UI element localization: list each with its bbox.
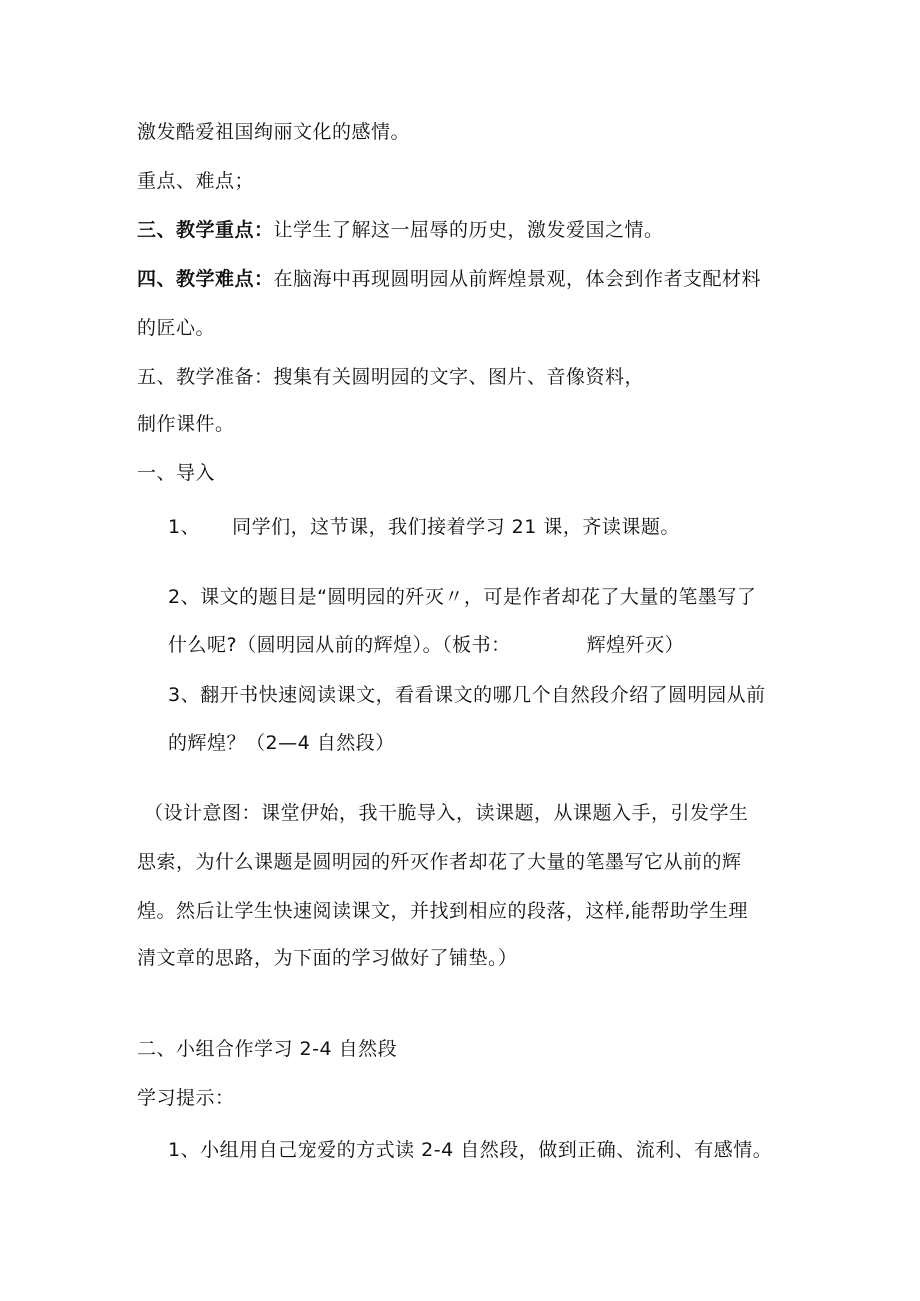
design-intent-line-1: （设计意图：课堂伊始，我干脆导入，读课题，从课题入手，引发学生 [144, 802, 749, 824]
text-line-2: 重点、难点； [137, 170, 255, 192]
text-line-13: 的辉煌？（2—4 自然段） [168, 732, 395, 754]
text-line-7: 制作课件。 [137, 413, 235, 435]
text-line-10: 2、课文的题目是“圆明园的歼灭〃，可是作者却花了大量的笔墨写了 [168, 586, 757, 608]
teaching-focus-text: 让学生了解这一屈辱的历史，激发爱国之情。 [273, 219, 664, 241]
text-line-12: 3、翻开书快速阅读课文，看看课文的哪几个自然段介绍了圆明园从前 [168, 684, 766, 706]
text-line-3 [137, 218, 664, 242]
item-text-1: 同学们，这节课，我们接着学习 21 课，齐读课题。 [232, 516, 680, 538]
design-intent-line-3: 煌。然后让学生快速阅读课文，并找到相应的段落，这样,能帮助学生理 [137, 900, 749, 922]
design-intent-line-2: 思索，为什么课题是圆明园的歼灭作者却花了大量的笔墨写它从前的辉 [137, 851, 742, 873]
text-line-11 [168, 633, 684, 657]
text-line-9 [168, 515, 680, 539]
teaching-focus-label: 三、教学重点： [137, 219, 274, 241]
study-tip-1: 1、小组用自己宠爱的方式读 2-4 自然段，做到正确、流利、有感情。 [168, 1139, 773, 1161]
text-line-11-b: 辉煌歼灭） [586, 634, 685, 656]
text-line-4 [137, 267, 761, 291]
text-line-5: 的匠心。 [137, 317, 216, 339]
teaching-difficulty-text: 在脑海中再现圆明园从前辉煌景观，体会到作者支配材料 [273, 268, 762, 290]
section-heading-group-study: 二、小组合作学习 2-4 自然段 [137, 1038, 398, 1060]
teaching-difficulty-label: 四、教学难点： [137, 268, 274, 290]
item-number-1: 1、 [168, 516, 201, 538]
text-line-6: 五、教学准备：搜集有关圆明园的文字、图片、音像资料， [137, 366, 645, 388]
design-intent-line-4: 清文章的思路，为下面的学习做好了铺垫。） [137, 947, 518, 969]
study-tips-heading: 学习提示： [137, 1087, 235, 1109]
section-heading-intro: 一、导入 [137, 462, 216, 484]
text-line-11-a: 什么呢?（圆明园从前的辉煌）。（板书： [168, 634, 511, 656]
text-line-1: 激发酷爱祖国绚丽文化的感情。 [137, 121, 411, 143]
